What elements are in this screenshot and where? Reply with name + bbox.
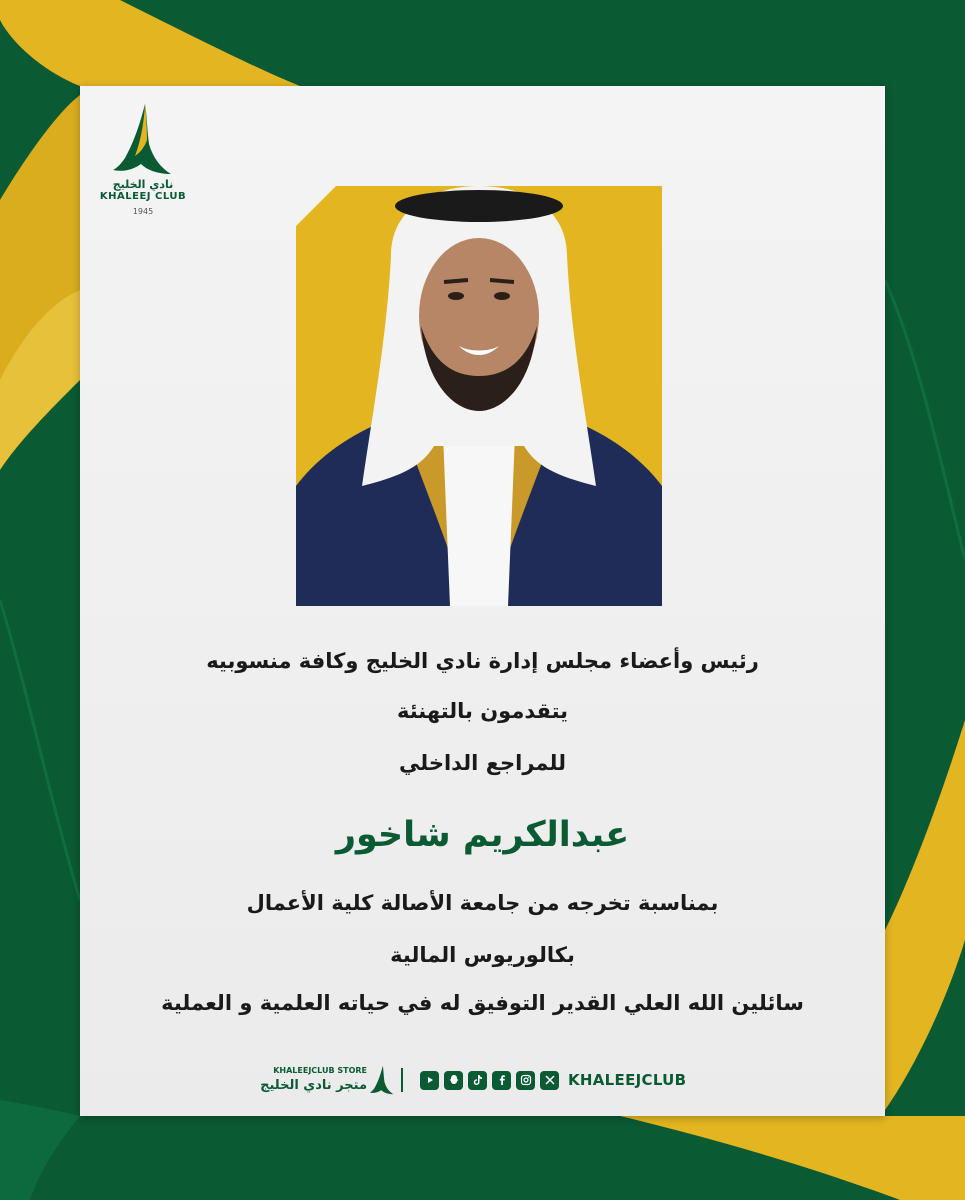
store-english-label: KHALEEJCLUB STORE	[273, 1066, 367, 1075]
announcement-line-6: سائلين الله العلي القدير التوفيق له في حياته العلمية و العملية	[161, 991, 804, 1015]
instagram-icon[interactable]	[516, 1071, 535, 1090]
gold-leaf-top-left	[0, 0, 300, 86]
falcon-icon	[111, 100, 175, 178]
snapchat-icon[interactable]	[444, 1071, 463, 1090]
announcement-line-5: بكالوريوس المالية	[390, 943, 575, 967]
tiktok-icon[interactable]	[468, 1071, 487, 1090]
announcement-line-2: يتقدمون بالتهنئة	[396, 699, 569, 723]
gold-leaf-bottom	[620, 1116, 965, 1200]
announcement-line-1: رئيس وأعضاء مجلس إدارة نادي الخليج وكافة منسوبيه	[206, 649, 759, 673]
club-logo	[98, 100, 188, 216]
social-links	[420, 1068, 686, 1092]
gold-leaf-bottom-left	[0, 1100, 80, 1200]
falcon-icon	[369, 1062, 395, 1098]
logo-year: 1945	[132, 207, 154, 216]
footer-divider	[401, 1068, 403, 1092]
logo-arabic-name: نادي الخليج	[112, 178, 174, 191]
store-branding	[256, 1062, 401, 1098]
honoree-photo	[296, 186, 662, 606]
gold-leaf-right	[885, 720, 965, 1110]
announcement-line-3: للمراجع الداخلي	[399, 751, 566, 775]
announcement-line-4: بمناسبة تخرجه من جامعة الأصالة كلية الأعمال	[246, 891, 719, 915]
announcement-card	[80, 86, 885, 1116]
youtube-icon[interactable]	[420, 1071, 439, 1090]
footer-bar	[80, 1058, 885, 1102]
store-arabic-label: متجر نادي الخليج	[260, 1078, 367, 1093]
facebook-icon[interactable]	[492, 1071, 511, 1090]
x-icon[interactable]	[540, 1071, 559, 1090]
social-handle[interactable]: KHALEEJCLUB	[568, 1071, 687, 1089]
honoree-name: عبدالكريم شاخور	[335, 815, 630, 855]
logo-english-name: KHALEEJ CLUB	[99, 191, 187, 202]
